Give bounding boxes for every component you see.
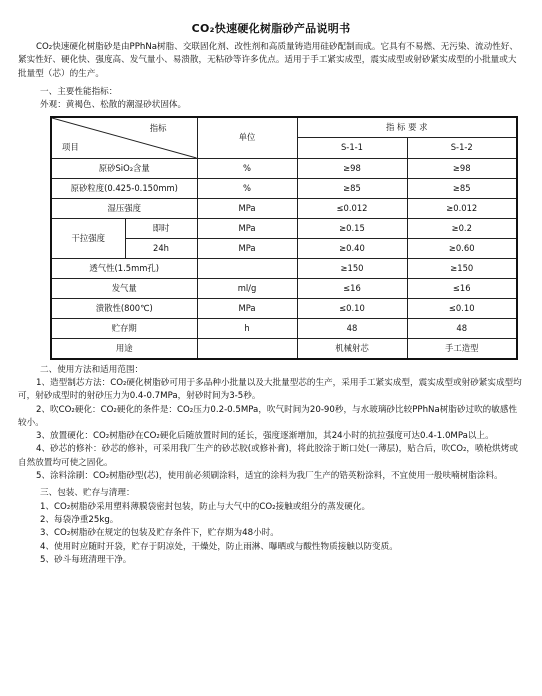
- row-unit: MPa: [197, 218, 297, 238]
- usage-item: 5、涂料涂刷：CO₂树脂砂型(芯)，使用前必须刷涂料，适宜的涂料为我厂生产的锆英粉涂料，不宜使用一般呋喃树脂涂料。: [36, 471, 503, 482]
- row-unit: %: [197, 158, 297, 178]
- row-value-2: ≥0.60: [407, 238, 517, 258]
- usage-list: [18, 377, 524, 484]
- row-label: 溃散性(800℃): [51, 298, 197, 318]
- row-value-2: 48: [407, 318, 517, 338]
- row-value-2: ≥150: [407, 258, 517, 278]
- row-value-1: ≤0.10: [297, 298, 407, 318]
- row-value-2: ≥0.2: [407, 218, 517, 238]
- row-value-2: 手工造型: [407, 338, 517, 359]
- row-value-1: 机械射芯: [297, 338, 407, 359]
- tensile-label: 干拉强度: [51, 218, 125, 258]
- row-label: 贮存期: [51, 318, 197, 338]
- table-header-diagonal: [51, 117, 197, 159]
- usage-item: 1、造型制芯方法：CO₂硬化树脂砂可用于多品种小批量以及大批量型芯的生产，采用手工紧实成型，震实成型或射砂紧实成型均可，射砂成型时的射砂压力为0.4-0.7MPa，射砂时间为3-5秒。: [18, 377, 522, 402]
- row-value-1: ≤0.012: [297, 198, 407, 218]
- row-label: 原砂粒度(0.425-0.150mm): [51, 178, 197, 198]
- header-col-s-1-1: S-1-1: [297, 138, 407, 159]
- storage-item: 5、砂斗每班清理干净。: [40, 554, 132, 565]
- section3-heading: 三、包装、贮存与清理：: [40, 488, 135, 499]
- table-row: [51, 318, 517, 338]
- row-value-2: ≥0.012: [407, 198, 517, 218]
- section1-heading: 一、主要性能指标：: [40, 86, 118, 97]
- row-unit: MPa: [197, 298, 297, 318]
- spec-table: [50, 116, 518, 360]
- row-unit: %: [197, 178, 297, 198]
- header-requirements: 指 标 要 求: [297, 117, 517, 138]
- intro-paragraph: CO₂快速硬化树脂砂是由PPhNa树脂、交联固化剂、改性剂和高质量铸造用硅砂配制而成。它具有不易燃、无污染、流动性好、紧实性好、硬化快、强度高、发气量小、易溃散，无粘砂等许多优点。适用于手工紧实成型，震实成型或射砂紧实成型的小批量或大批量型（芯）的生产。: [18, 42, 518, 79]
- row-unit: h: [197, 318, 297, 338]
- usage-item: 3、放置硬化：CO₂树脂砂在CO₂硬化后随放置时间的延长，强度逐渐增加，其24小时的抗拉强度可达0.4-1.0MPa以上。: [36, 431, 494, 442]
- header-item: 项目: [62, 141, 79, 152]
- row-value-1: ≤16: [297, 278, 407, 298]
- row-label: 透气性(1.5mm孔): [51, 258, 197, 278]
- row-unit: MPa: [197, 198, 297, 218]
- row-label: 湿压强度: [51, 198, 197, 218]
- usage-item: 4、砂芯的修补：砂芯的修补，可采用我厂生产的砂芯胶(或修补膏)，将此胶涂于断口处(一薄层)，贴合后，吹CO₂，喷枪烘烤或自然放置均可使之固化。: [18, 444, 518, 468]
- row-unit: MPa: [197, 238, 297, 258]
- storage-item: 3、CO₂树脂砂在规定的包装及贮存条件下，贮存期为48小时。: [40, 528, 279, 539]
- row-value-1: ≥85: [297, 178, 407, 198]
- row-unit: ml/g: [197, 278, 297, 298]
- table-row: [51, 258, 517, 278]
- row-value-2: ≤0.10: [407, 298, 517, 318]
- row-label: 用途: [51, 338, 197, 359]
- header-col-s-1-2: S-1-2: [407, 138, 517, 159]
- header-unit: 单位: [197, 117, 297, 159]
- row-value-1: ≥0.40: [297, 238, 407, 258]
- row-value-2: ≥85: [407, 178, 517, 198]
- header-indicator: 指标: [149, 122, 167, 133]
- table-row: [51, 278, 517, 298]
- row-value-2: ≥98: [407, 158, 517, 178]
- storage-item: 4、使用时应随时开袋，贮存于阴凉处，干燥处，防止雨淋、曝晒或与酸性物质接触以防变质。: [40, 541, 398, 552]
- storage-item: 1、CO₂树脂砂采用塑料薄膜袋密封包装，防止与大气中的CO₂接触或组分的蒸发硬化。: [40, 501, 371, 512]
- row-value-1: ≥98: [297, 158, 407, 178]
- table-row: [51, 218, 517, 238]
- row-label: 发气量: [51, 278, 197, 298]
- row-value-1: ≥150: [297, 258, 407, 278]
- table-row: [51, 198, 517, 218]
- table-row: [51, 158, 517, 178]
- row-unit: [197, 338, 297, 359]
- row-value-1: 48: [297, 318, 407, 338]
- storage-list: [40, 501, 524, 568]
- row-label: 原砂SiO₂含量: [51, 158, 197, 178]
- row-unit: [197, 258, 297, 278]
- appearance-text: 外观：黄褐色、松散的潮湿砂状固体。: [40, 100, 187, 111]
- usage-item: 2、吹CO₂硬化：CO₂硬化的条件是：CO₂压力0.2-0.5MPa，吹气时间为20-90秒，与水玻璃砂比较PPhNa树脂砂过吹的敏感性较小。: [18, 404, 518, 428]
- table-row: [51, 338, 517, 359]
- storage-item: 2、每袋净重25kg。: [40, 515, 119, 526]
- row-value-1: ≥0.15: [297, 218, 407, 238]
- table-row: [51, 298, 517, 318]
- row-value-2: ≤16: [407, 278, 517, 298]
- section2-heading: 二、使用方法和适用范围：: [40, 364, 144, 375]
- doc-title: CO₂快速硬化树脂砂产品说明书: [191, 22, 351, 35]
- tensile-sub: 即时: [125, 218, 197, 238]
- tensile-sub: 24h: [125, 238, 197, 258]
- table-row: [51, 178, 517, 198]
